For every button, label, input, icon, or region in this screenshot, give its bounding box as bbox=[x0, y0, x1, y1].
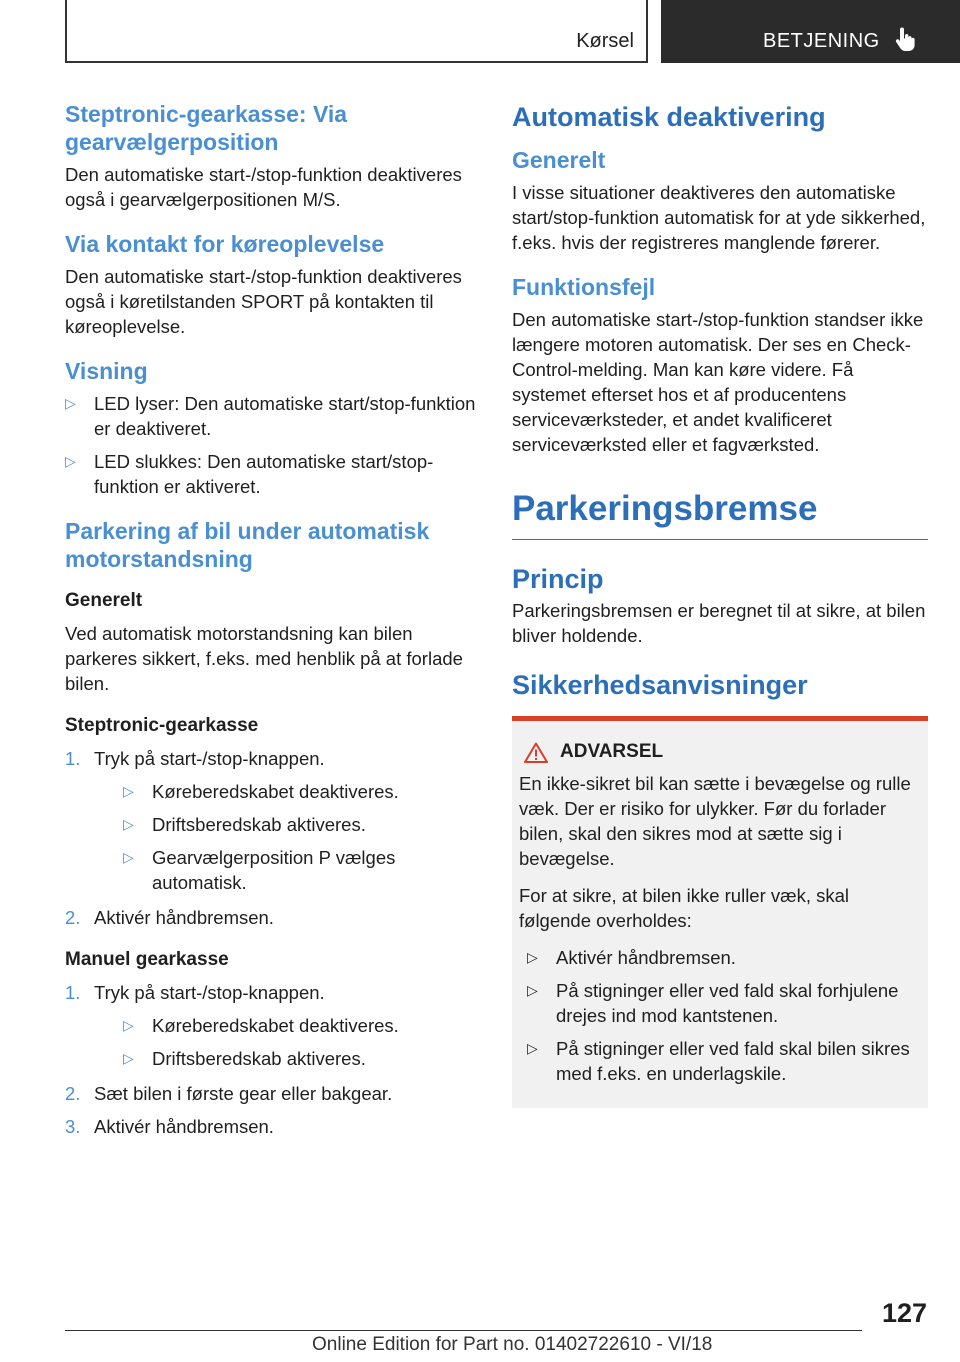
heading-generelt: Generelt bbox=[65, 590, 143, 611]
heading-automatisk-deaktivering: Automatisk deaktivering bbox=[512, 102, 826, 132]
heading-kontakt: Via kontakt for køreoplevelse bbox=[65, 231, 385, 257]
list-item: ▷ Gearvælgerposition P vælges automatisk. bbox=[123, 847, 396, 893]
heading-princip: Princip bbox=[512, 564, 604, 594]
list-manuel bbox=[65, 980, 483, 1139]
triangle-bullet-icon: ▷ bbox=[527, 982, 538, 998]
list-item: ▷ LED slukkes: Den automatiske start/stop-funktion er aktiveret. bbox=[65, 451, 434, 497]
header-chapter-box bbox=[661, 0, 960, 63]
triangle-bullet-icon: ▷ bbox=[123, 783, 134, 799]
text-generelt-2: I visse situationer deaktiveres den automatiske start/stop-funktion automatisk for at yde sikkerhed, f.eks. hvis der registreres manglende førerer. bbox=[512, 182, 926, 253]
triangle-bullet-icon: ▷ bbox=[123, 816, 134, 832]
header-section-title: Kørsel bbox=[576, 30, 634, 52]
step-item: 3. Aktivér håndbremsen. bbox=[65, 1116, 274, 1137]
heading-parkeringsbremse: Parkeringsbremse bbox=[512, 487, 928, 540]
triangle-bullet-icon: ▷ bbox=[527, 1040, 538, 1056]
text-funktionsfejl: Den automatiske start-/stop-funktion standser ikke længere motoren automatisk. Der ses en Check-Control-melding. Man kan køre videre. Få systemet efterset hos et af producentens serviceværksteder, et andet kvalificeret serviceværksted eller et fagværksted. bbox=[512, 309, 924, 455]
header-section-box bbox=[65, 0, 648, 63]
list-item: ▷ LED lyser: Den automatiske start/stop-funktion er deaktiveret. bbox=[65, 393, 476, 439]
triangle-bullet-icon: ▷ bbox=[123, 1017, 134, 1033]
text-steptronic-position: Den automatiske start-/stop-funktion deaktiveres også i gearvælgerpositionen M/S. bbox=[65, 164, 462, 210]
sub-list bbox=[123, 1013, 483, 1071]
heading-visning: Visning bbox=[65, 358, 148, 384]
heading-steptronic-position: Steptronic-gearkasse: Via gearvælgerposition bbox=[65, 101, 348, 155]
warning-text-2: For at sikre, at bilen ikke ruller væk, skal følgende overholdes: bbox=[519, 885, 850, 931]
heading-parkering-automatisk: Parkering af bil under automatisk motorstandsning bbox=[65, 518, 430, 572]
list-item: ▷ Driftsberedskab aktiveres. bbox=[123, 1048, 366, 1069]
heading-steptronic: Steptronic-gearkasse bbox=[65, 715, 259, 736]
warning-box bbox=[512, 716, 928, 1108]
list-item: ▷ Køreberedskabet deaktiveres. bbox=[123, 1015, 399, 1036]
step-item: 1. Tryk på start-/stop-knappen. ▷ Køreberedskabet deaktiveres. ▷ Driftsberedskab aktiveres. bbox=[65, 980, 483, 1071]
footer-divider bbox=[65, 1330, 862, 1331]
step-item: 1. Tryk på start-/stop-knappen. ▷ Køreberedskabet deaktiveres. ▷ Driftsberedskab aktiveres. ▷ Gearvælgerposition P vælges automatisk. bbox=[65, 746, 483, 895]
heading-sikkerhedsanvisninger: Sikkerhedsanvisninger bbox=[512, 670, 808, 700]
left-column bbox=[65, 100, 483, 1149]
warning-list bbox=[527, 945, 921, 1086]
step-item: 2. Sæt bilen i første gear eller bakgear. bbox=[65, 1083, 393, 1104]
triangle-bullet-icon: ▷ bbox=[65, 453, 76, 469]
text-princip: Parkeringsbremsen er beregnet til at sikre, at bilen bliver holdende. bbox=[512, 600, 926, 646]
list-item: ▷ På stigninger eller ved fald skal bilen sikres med f.eks. en underlagskile. bbox=[527, 1038, 910, 1084]
list-item: ▷ Driftsberedskab aktiveres. bbox=[123, 814, 366, 835]
triangle-bullet-icon: ▷ bbox=[123, 849, 134, 865]
list-visning bbox=[65, 391, 483, 499]
warning-title: ADVARSEL bbox=[519, 741, 921, 763]
step-item: 2. Aktivér håndbremsen. bbox=[65, 907, 274, 928]
right-column bbox=[512, 100, 928, 1108]
header-chapter-title: BETJENING bbox=[763, 30, 880, 52]
list-item: ▷ På stigninger eller ved fald skal forhjulene drejes ind mod kantstenen. bbox=[527, 980, 899, 1026]
triangle-bullet-icon: ▷ bbox=[65, 395, 76, 411]
sub-list bbox=[123, 779, 483, 895]
hand-pointer-icon bbox=[895, 26, 917, 52]
triangle-bullet-icon: ▷ bbox=[527, 949, 538, 965]
triangle-bullet-icon: ▷ bbox=[123, 1050, 134, 1066]
list-item: ▷ Aktivér håndbremsen. bbox=[527, 947, 736, 968]
heading-generelt-2: Generelt bbox=[512, 147, 606, 173]
text-kontakt: Den automatiske start-/stop-funktion deaktiveres også i køretilstanden SPORT på kontakten til køreoplevelse. bbox=[65, 266, 462, 337]
list-steptronic bbox=[65, 746, 483, 930]
heading-funktionsfejl: Funktionsfejl bbox=[512, 274, 656, 300]
text-generelt: Ved automatisk motorstandsning kan bilen parkeres sikkert, f.eks. med henblik på at forlade bilen. bbox=[65, 623, 463, 694]
warning-text: En ikke-sikret bil kan sætte i bevægelse og rulle væk. Der er risiko for ulykker. Før du forlader bilen, skal den sikres mod at sætte sig i bevægelse. bbox=[519, 773, 911, 869]
page-number: 127 bbox=[881, 1298, 927, 1328]
heading-manuel: Manuel gearkasse bbox=[65, 949, 229, 970]
warning-triangle-icon bbox=[524, 742, 548, 763]
footer-edition: Online Edition for Part no. 01402722610 - VI/18 bbox=[312, 1334, 713, 1355]
list-item: ▷ Køreberedskabet deaktiveres. bbox=[123, 781, 399, 802]
